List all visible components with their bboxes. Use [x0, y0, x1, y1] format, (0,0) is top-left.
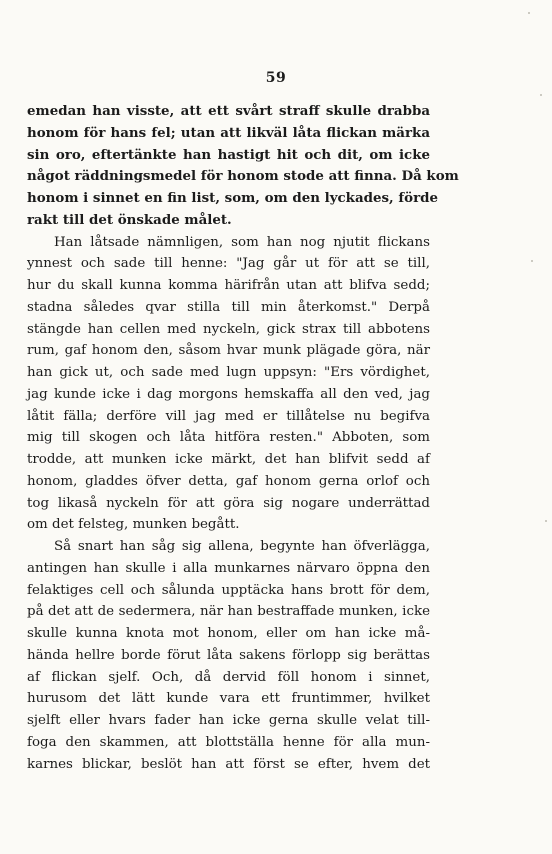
text-line: jag kunde icke i dag morgons hemskaffa all den ved, jag — [27, 386, 430, 402]
paper-speck — [545, 520, 547, 522]
text-line: rum, gaf honom den, såsom hvar munk plägade göra, när — [27, 343, 430, 359]
text-line: rakt till det önskade målet. — [27, 211, 232, 228]
text-line: af flickan sjelf. Och, då dervid föll honom i sinnet, — [27, 669, 430, 685]
text-line: karnes blickar, beslöt han att först se efter, hvem det — [27, 756, 430, 772]
paper-speck — [528, 12, 530, 14]
text-line: sjelft eller hvars fader han icke gerna skulle velat till- — [27, 713, 430, 728]
text-line: stadna således qvar stilla till min återkomst." Derpå — [27, 299, 430, 315]
text-line: emedan han visste, att ett svårt straff skulle drabba — [27, 103, 430, 119]
text-line: honom i sinnet en fin list, som, om den lyckades, förde — [27, 190, 439, 206]
text-line: trodde, att munken icke märkt, det han blifvit sedd af — [27, 452, 430, 467]
text-line: felaktiges cell och sålunda upptäcka hans brott för dem, — [27, 582, 430, 598]
text-line: ynnest och sade till henne: "Jag går ut för att se till, — [27, 256, 430, 272]
paper-speck — [540, 94, 542, 96]
text-line: han gick ut, och sade med lugn uppsyn: "Ers vördighet, — [27, 365, 430, 380]
text-line: låtit fälla; derföre vill jag med er tillåtelse nu begifva — [27, 408, 430, 424]
text-line: hur du skall kunna komma härifrån utan att blifva sedd; — [27, 278, 430, 293]
text-line: om det felsteg, munken begått. — [27, 517, 240, 533]
text-line: foga den skammen, att blottställa henne för alla mun- — [27, 734, 430, 750]
text-line: stängde han cellen med nyckeln, gick strax till abbotens — [27, 321, 430, 337]
text-line: honom, gladdes öfver detta, gaf honom gerna orlof och — [27, 473, 430, 489]
text-line: Så snart han såg sig allena, begynte han öfverlägga, — [54, 539, 430, 554]
text-line: sin oro, eftertänkte han hastigt hit och dit, om icke — [27, 146, 430, 163]
text-line: mig till skogen och låta hitföra resten." Abboten, som — [27, 430, 430, 446]
text-line: hurusom det lätt kunde vara ett fruntimmer, hvilket — [27, 691, 430, 707]
body-text — [27, 101, 459, 775]
text-line: tog likaså nyckeln för att göra sig nogare underrättad — [27, 495, 430, 511]
page-number: 59 — [265, 70, 287, 86]
paper-speck — [531, 260, 533, 262]
text-line: Han låtsade nämnligen, som han nog njutit flickans — [54, 234, 430, 250]
text-line: skulle kunna knota mot honom, eller om han icke må- — [27, 626, 430, 641]
text-line: antingen han skulle i alla munkarnes närvaro öppna den — [27, 560, 430, 576]
text-line: något räddningsmedel för honom stode att finna. Då kom — [27, 168, 459, 185]
text-line: på det att de sedermera, när han bestraffade munken, icke — [27, 604, 430, 620]
text-line: honom för hans fel; utan att likväl låta flickan märka — [27, 124, 430, 141]
text-line: hända hellre borde förut låta sakens förlopp sig berättas — [27, 647, 430, 663]
